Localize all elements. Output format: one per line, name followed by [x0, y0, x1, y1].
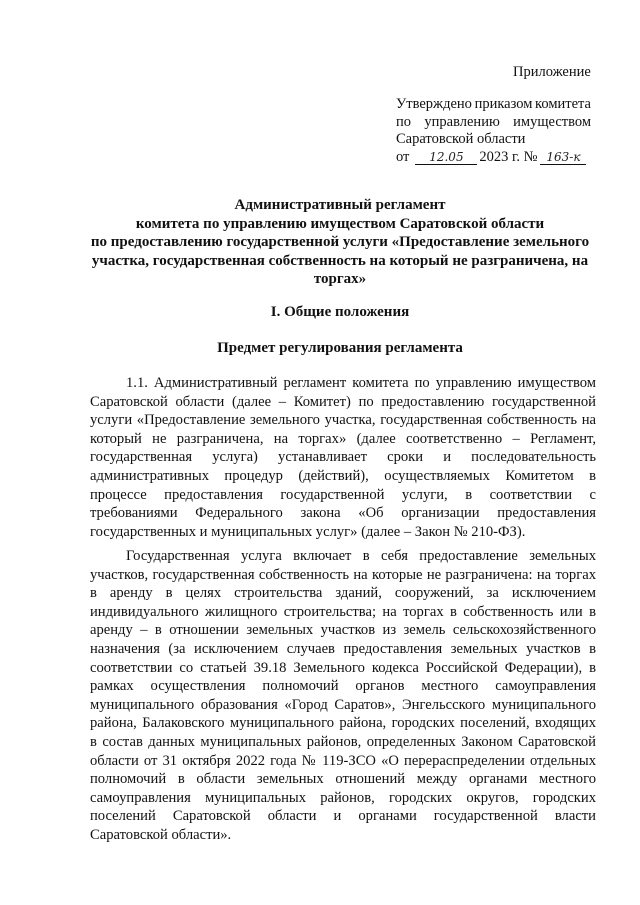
title-line: Административный регламент [234, 197, 446, 213]
handwritten-order-number: 163-к [540, 150, 586, 165]
approval-line-1 [396, 96, 591, 114]
approval-word: приказом [474, 96, 533, 112]
title-line: торгах» [313, 271, 367, 287]
title-line: участка, государственная собственность на который не разграничена, на [91, 252, 589, 269]
approval-word: комитета [535, 96, 591, 112]
subsection-heading: Предмет регулирования регламента [217, 340, 463, 356]
title-line: по предоставлению государственной услуги «Предоставление земельного [90, 234, 590, 250]
approval-word: по [396, 113, 412, 130]
document-title [80, 196, 600, 289]
date-prefix: от [396, 148, 410, 165]
section-heading: I. Общие положения [270, 304, 410, 320]
approval-word: управлению [424, 113, 500, 130]
handwritten-date: 12.05 [415, 150, 477, 165]
approval-date-line [396, 149, 591, 167]
approval-line-2 [396, 114, 591, 132]
approval-word: имуществом [513, 113, 591, 130]
order-year-number: 2023 г. № [479, 148, 538, 165]
approval-word: Утверждено [396, 96, 472, 112]
approval-block [396, 96, 591, 166]
approval-line-3: Саратовской области [396, 131, 526, 147]
appendix-label: Приложение [513, 64, 591, 80]
paragraph-1-1: 1.1. Административный регламент комитета по управлению имуществом Саратовской области (далее – Комитет) по предоставлению государственной услуги «Предоставление земельного участка, государственная собственность на который не разграничена, на торгах» (далее соответственно – Регламент, государственная услуга) устанавливает сроки и последовательность административных процедур (действий), осуществляемых Комитетом в процессе предоставления государственной услуги, в соответствии с требованиями Федерального закона «Об организации предоставления государственных и муниципальных услуг» (далее – Закон № 210-ФЗ). [90, 375, 596, 540]
title-line: комитета по управлению имуществом Саратовской области [135, 215, 545, 232]
paragraph-2: Государственная услуга включает в себя предоставление земельных участков, государственная собственность на которые не разграничена: на торгах в аренду в целях строительства зданий, сооружений, за исключением индивидуального жилищного строительства; на торгах в собственность или в аренду – в отношении земельных участков из земель сельскохозяйственного назначения (за исключением случаев предоставления земельных участков в соответствии со статьей 39.18 Земельного кодекса Российской Федерации), в рамках осуществления полномочий органов местного самоуправления муниципального образования «Город Саратов», Энгельсского муниципального района, Балаковского муниципального района, городских поселений, входящих в состав данных муниципальных районов, определенных Законом Саратовской области от 31 октября 2022 года № 119-ЗСО «О перераспределении отдельных полномочий в области земельных отношений между органами местного самоуправления муниципальных районов, городских округов, городских поселений Саратовской области и органами государственной власти Саратовской области». [90, 548, 596, 843]
